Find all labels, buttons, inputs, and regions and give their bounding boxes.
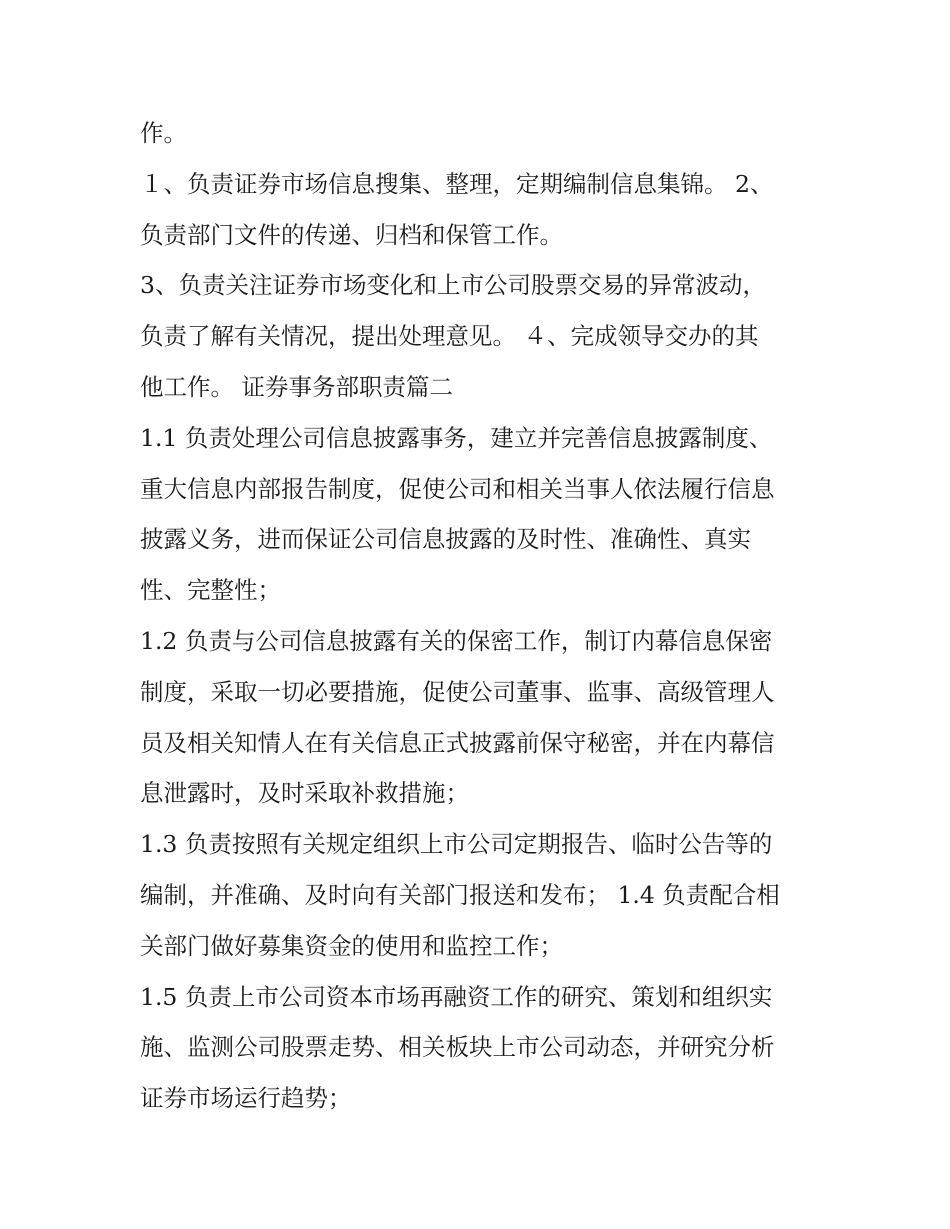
text-line: 作。 bbox=[140, 119, 187, 147]
text-line: 负责部门文件的传递、归档和保管工作。 bbox=[140, 220, 563, 249]
text-line: 制度，采取一切必要措施，促使公司董事、监事、高级管理人 bbox=[140, 677, 775, 706]
text-line: 关部门做好募集资金的使用和监控工作； bbox=[140, 931, 563, 960]
text-line: 重大信息内部报告制度，促使公司和相关当事人依法履行信息 bbox=[140, 474, 775, 503]
text-line: 性、完整性； bbox=[140, 576, 281, 605]
text-line: 他工作。 证券事务部职责篇二 bbox=[140, 372, 453, 401]
text-line: 编制，并准确、及时向有关部门报送和发布； 1.4 负责配合相 bbox=[140, 880, 780, 909]
text-line: 披露义务，进而保证公司信息披露的及时性、准确性、真实 bbox=[140, 525, 751, 554]
text-line: 施、监测公司股票走势、相关板块上市公司动态，并研究分析 bbox=[140, 1033, 775, 1062]
text-line: 1.1 负责处理公司信息披露事务，建立并完善信息披露制度、 bbox=[140, 423, 773, 452]
text-line: 息泄露时，及时采取补救措施； bbox=[140, 779, 469, 808]
text-line: 证券市场运行趋势； bbox=[140, 1084, 352, 1113]
text-line: １、负责证券市场信息搜集、整理，定期编制信息集锦。 2、 bbox=[140, 169, 774, 198]
text-line: 员及相关知情人在有关信息正式披露前保守秘密，并在内幕信 bbox=[140, 728, 775, 757]
text-line: 1.2 负责与公司信息披露有关的保密工作，制订内幕信息保密 bbox=[140, 626, 773, 655]
text-line: 负责了解有关情况，提出处理意见。 ４、完成领导交办的其 bbox=[140, 322, 759, 351]
text-line: 1.5 负责上市公司资本市场再融资工作的研究、策划和组织实 bbox=[140, 982, 773, 1011]
body-text bbox=[140, 108, 820, 1124]
text-line: 3、负责关注证券市场变化和上市公司股票交易的异常波动， bbox=[140, 271, 766, 300]
text-line: 1.3 负责按照有关规定组织上市公司定期报告、临时公告等的 bbox=[140, 830, 773, 859]
